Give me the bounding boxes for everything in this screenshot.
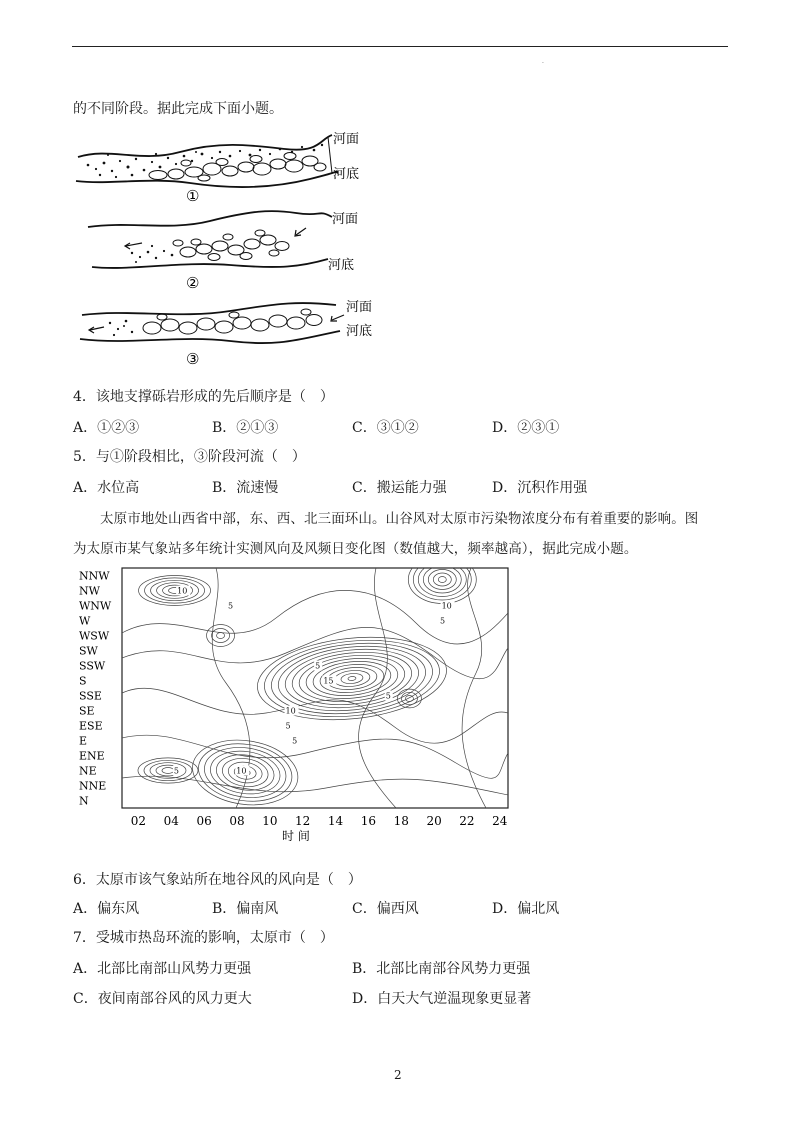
x-tick-02: 02	[130, 814, 147, 828]
y-tick-ne: NE	[79, 764, 97, 778]
stage-2-diagram	[88, 211, 358, 292]
x-tick-18: 18	[393, 814, 409, 828]
x-tick-06: 06	[196, 814, 212, 828]
contour-label-3: 5	[439, 616, 446, 626]
contour-label-5: 15	[323, 676, 334, 686]
q6-option-c[interactable]: C．偏西风	[352, 901, 419, 917]
q4-option-c[interactable]: C．③①②	[352, 420, 419, 436]
y-tick-s: S	[79, 674, 87, 688]
wind-frequency-chart	[76, 563, 526, 848]
page-number: 2	[394, 1068, 402, 1082]
q7-option-c[interactable]: C．夜间南部谷风的风力更大	[73, 991, 252, 1007]
q5-stem: 5．与①阶段相比，③阶段河流（ ）	[73, 449, 306, 465]
q5-option-d[interactable]: D．沉积作用强	[492, 480, 588, 496]
q5-option-a[interactable]: A．水位高	[73, 480, 140, 496]
y-tick-ssw: SSW	[79, 659, 106, 673]
q6-option-a[interactable]: A．偏东风	[73, 901, 140, 917]
contour-label-4: 5	[315, 661, 321, 671]
intro-line: 的不同阶段。据此完成下面小题。	[73, 101, 283, 117]
q6-option-b[interactable]: B．偏南风	[212, 901, 279, 917]
stage-2-bottom-label: 河底	[328, 258, 355, 273]
x-tick-10: 10	[262, 814, 278, 828]
y-tick-se: SE	[79, 704, 95, 718]
stage-1-surface-label: 河面	[333, 132, 360, 147]
y-tick-nw: NW	[79, 584, 100, 598]
x-tick-04: 04	[163, 814, 179, 828]
contour-label-2: 10	[441, 601, 452, 611]
stage-2-label: ②	[186, 274, 200, 292]
contour-label-9: 5	[292, 736, 298, 746]
q7-option-d[interactable]: D．白天大气逆温现象更显著	[352, 991, 532, 1007]
q7-option-a[interactable]: A．北部比南部山风势力更强	[73, 961, 252, 977]
y-tick-e: E	[79, 734, 88, 748]
stage-1-label: ①	[186, 187, 200, 205]
contour-label-7: 10	[285, 706, 296, 716]
q4-option-b[interactable]: B．②①③	[212, 420, 279, 436]
y-tick-nnw: NNW	[79, 569, 110, 583]
x-tick-12: 12	[295, 814, 311, 828]
stage-3-bottom-label: 河底	[346, 324, 373, 339]
x-tick-16: 16	[360, 814, 377, 828]
contour-label-0: 10	[177, 586, 188, 596]
q6-option-d[interactable]: D．偏北风	[492, 901, 560, 917]
q4-option-d[interactable]: D．②③①	[492, 420, 560, 436]
x-axis-labels	[131, 814, 508, 828]
stage-2-surface-label: 河面	[332, 212, 359, 227]
q5-option-b[interactable]: B．流速慢	[212, 480, 279, 496]
y-tick-sw: SW	[79, 644, 98, 658]
q7-stem: 7．受城市热岛环流的影响，太原市（ ）	[73, 930, 334, 946]
stage-3-diagram	[80, 300, 372, 368]
q4-stem: 4．该地支撑砾岩形成的先后顺序是（ ）	[73, 389, 334, 405]
y-axis-labels	[79, 570, 112, 808]
passage-line-1: 太原市地处山西省中部，东、西、北三面环山。山谷风对太原市污染物浓度分布有着重要的影响。图	[100, 511, 699, 527]
header-mark: ·	[542, 60, 544, 67]
stage-1-bottom-label: 河底	[333, 167, 360, 182]
y-tick-n: N	[79, 794, 89, 808]
x-tick-20: 20	[426, 814, 442, 828]
y-tick-ese: ESE	[79, 719, 103, 733]
header-rule	[72, 46, 728, 47]
q7-option-b[interactable]: B．北部比南部谷风势力更强	[352, 961, 531, 977]
y-tick-w: W	[79, 614, 91, 628]
y-tick-sse: SSE	[79, 689, 102, 703]
y-tick-nne: NNE	[79, 779, 107, 793]
stage-1-diagram	[76, 132, 359, 205]
contour-label-8: 5	[285, 721, 291, 731]
contour-label-10: 5	[173, 766, 179, 776]
x-tick-08: 08	[229, 814, 245, 828]
contour-label-11: 10	[236, 766, 247, 776]
stage-3-label: ③	[186, 350, 200, 368]
x-tick-24: 24	[492, 814, 508, 828]
stage-3-surface-label: 河面	[346, 300, 373, 315]
contour-label-6: 5	[385, 691, 391, 701]
river-stages-figure	[70, 125, 390, 375]
q5-option-c[interactable]: C．搬运能力强	[352, 480, 447, 496]
q6-stem: 6．太原市该气象站所在地谷风的风向是（ ）	[73, 872, 362, 888]
contour-label-1: 5	[228, 601, 234, 611]
passage-line-2: 为太原市某气象站多年统计实测风向及风频日变化图（数值越大，频率越高），据此完成小题。	[73, 541, 638, 557]
q4-option-a[interactable]: A．①②③	[73, 420, 140, 436]
x-tick-14: 14	[327, 814, 344, 828]
y-tick-ene: ENE	[79, 749, 105, 763]
x-tick-22: 22	[459, 814, 475, 828]
y-tick-wsw: WSW	[79, 629, 110, 643]
y-tick-wnw: WNW	[79, 599, 112, 613]
x-axis-title: 时 间	[282, 829, 310, 843]
